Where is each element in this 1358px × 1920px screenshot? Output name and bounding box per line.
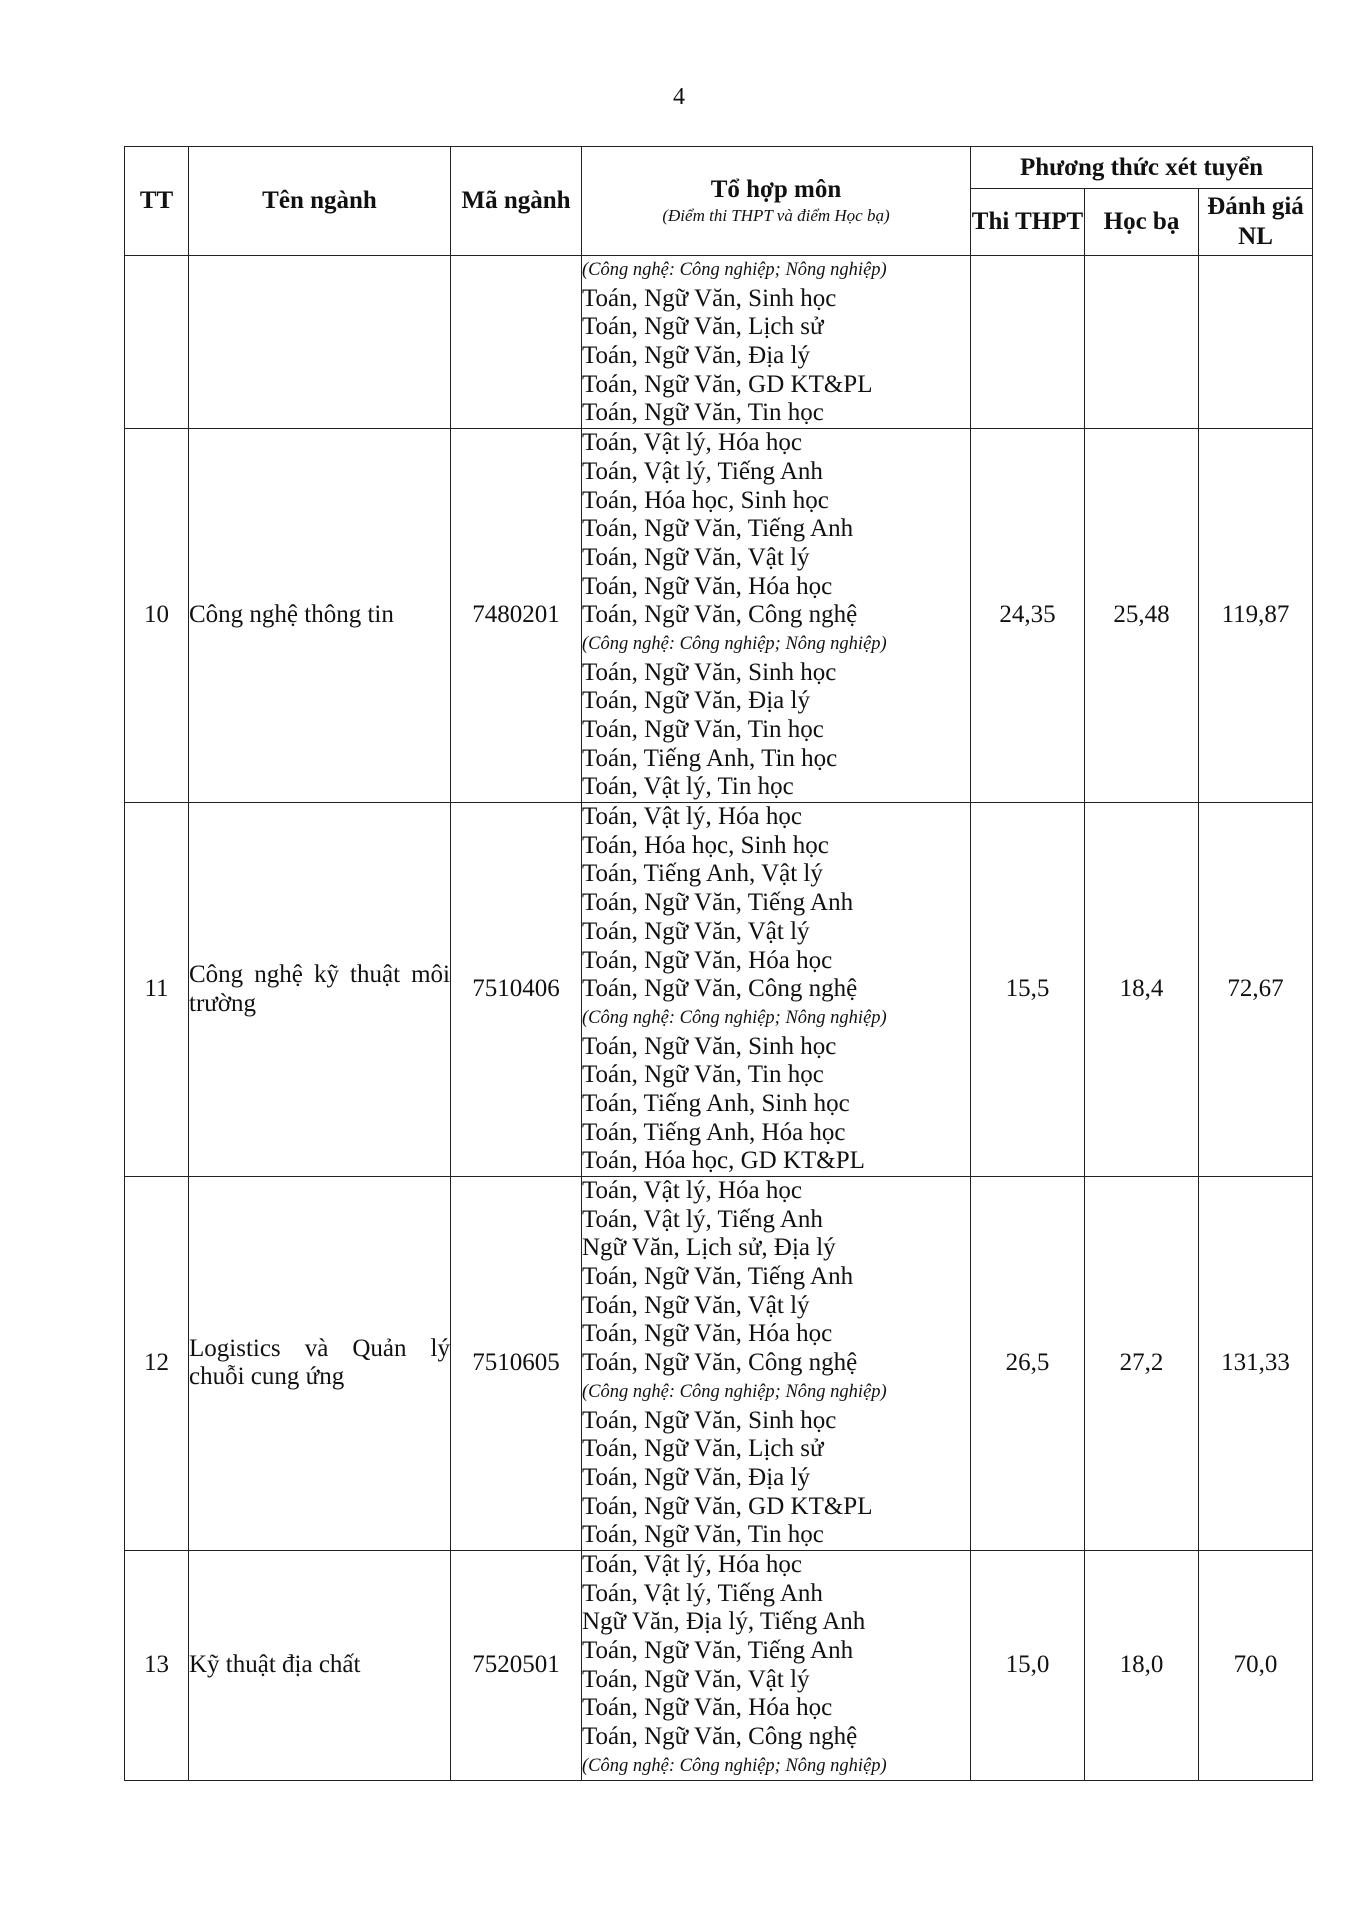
- table-row: [125, 1550, 1313, 1781]
- row-score-thpt: 26,5: [971, 1177, 1085, 1551]
- combo-item: Toán, Ngữ Văn, Sinh học: [582, 1032, 837, 1060]
- combo-item: Toán, Hóa học, GD KT&PL: [582, 1147, 865, 1175]
- combo-item: Toán, Vật lý, Hóa học: [582, 803, 802, 831]
- combo-item: Toán, Ngữ Văn, Công nghệ: [582, 1349, 858, 1377]
- table-row: [125, 256, 1313, 429]
- combo-item: Toán, Ngữ Văn, Tin học: [582, 716, 824, 743]
- header-methods: Phương thức xét tuyển: [971, 147, 1313, 189]
- row-major-name: Kỹ thuật địa chất: [189, 1550, 451, 1781]
- row-score-thpt: 15,0: [971, 1550, 1085, 1781]
- row-score-thpt: 24,35: [971, 429, 1085, 803]
- combo-item: Toán, Ngữ Văn, Tin học: [582, 1061, 824, 1089]
- row-major-code: 7510605: [451, 1177, 582, 1551]
- combo-note: (Công nghệ: Công nghiệp; Nông nghiệp): [582, 1755, 887, 1776]
- combo-item: Toán, Ngữ Văn, Công nghệ: [582, 1723, 858, 1751]
- header-name: Tên ngành: [189, 147, 451, 256]
- row-score-dgnl: 72,67: [1199, 803, 1313, 1177]
- combo-item: Toán, Hóa học, Sinh học: [582, 831, 829, 859]
- page-number: 4: [673, 84, 685, 110]
- combo-item: Toán, Ngữ Văn, Lịch sử: [582, 1435, 824, 1463]
- combo-item: Toán, Ngữ Văn, Hóa học: [582, 572, 833, 600]
- combo-item: Toán, Hóa học, Sinh học: [582, 486, 829, 514]
- table-row: [125, 429, 1313, 803]
- combo-item: Toán, Ngữ Văn, Tin học: [582, 1521, 824, 1549]
- row-major-code: [451, 256, 582, 429]
- row-score-dgnl: [1199, 256, 1313, 429]
- row-tt: 11: [125, 803, 189, 1177]
- row-score-hocba: 18,0: [1085, 1550, 1199, 1781]
- table-row: [125, 1177, 1313, 1551]
- combo-item: Toán, Ngữ Văn, Sinh học: [582, 658, 837, 686]
- header-tt: TT: [125, 147, 189, 256]
- combo-item: Toán, Ngữ Văn, Vật lý: [582, 543, 810, 571]
- combo-item: Toán, Tiếng Anh, Hóa học: [582, 1118, 846, 1146]
- combo-note: (Công nghệ: Công nghiệp; Nông nghiệp): [582, 1381, 887, 1402]
- row-score-dgnl: 119,87: [1199, 429, 1313, 803]
- row-score-dgnl: 70,0: [1199, 1550, 1313, 1781]
- combo-item: Toán, Ngữ Văn, GD KT&PL: [582, 370, 873, 398]
- combo-item: Toán, Ngữ Văn, Tiếng Anh: [582, 889, 854, 917]
- combo-item: Toán, Ngữ Văn, Sinh học: [582, 1406, 837, 1434]
- combo-item: Toán, Ngữ Văn, Sinh học: [582, 284, 837, 312]
- row-subject-combinations: [582, 1550, 971, 1781]
- combo-item: Toán, Ngữ Văn, Hóa học: [582, 1694, 833, 1722]
- row-major-name: Logistics và Quản lý chuỗi cung ứng: [189, 1177, 451, 1551]
- row-major-name: Công nghệ thông tin: [189, 429, 451, 803]
- combo-item: Toán, Ngữ Văn, Vật lý: [582, 917, 810, 945]
- combo-item: Toán, Vật lý, Tin học: [582, 773, 794, 801]
- combo-item: Toán, Vật lý, Tiếng Anh: [582, 1579, 823, 1607]
- row-subject-combinations: [582, 803, 971, 1177]
- combo-item: Toán, Ngữ Văn, Lịch sử: [582, 313, 824, 341]
- row-major-code: 7510406: [451, 803, 582, 1177]
- header-hocba: Học bạ: [1085, 189, 1199, 256]
- combo-item: Toán, Ngữ Văn, Công nghệ: [582, 601, 858, 629]
- row-subject-combinations: [582, 429, 971, 803]
- header-code: Mã ngành: [451, 147, 582, 256]
- combo-item: Toán, Tiếng Anh, Sinh học: [582, 1089, 850, 1117]
- admission-table: [124, 146, 1313, 1781]
- row-tt: 13: [125, 1550, 189, 1781]
- table-row: [125, 803, 1313, 1177]
- row-tt: [125, 256, 189, 429]
- combo-note: (Công nghệ: Công nghiệp; Nông nghiệp): [582, 633, 887, 654]
- row-major-code: 7480201: [451, 429, 582, 803]
- combo-item: Toán, Ngữ Văn, Địa lý: [582, 1463, 810, 1491]
- row-score-thpt: [971, 256, 1085, 429]
- combo-item: Toán, Vật lý, Hóa học: [582, 1550, 802, 1578]
- combo-item: Toán, Ngữ Văn, Vật lý: [582, 1291, 810, 1319]
- row-tt: 10: [125, 429, 189, 803]
- row-major-name: Công nghệ kỹ thuật môi trường: [189, 803, 451, 1177]
- row-score-thpt: 15,5: [971, 803, 1085, 1177]
- header-combo: [582, 147, 971, 256]
- row-major-name: [189, 256, 451, 429]
- combo-item: Toán, Ngữ Văn, Hóa học: [582, 946, 833, 974]
- combo-item: Toán, Ngữ Văn, Địa lý: [582, 687, 810, 715]
- combo-note: (Công nghệ: Công nghiệp; Nông nghiệp): [582, 1007, 887, 1028]
- row-subject-combinations: [582, 1177, 971, 1551]
- combo-item: Toán, Ngữ Văn, Công nghệ: [582, 975, 858, 1003]
- header-dgnl: Đánh giá NL: [1199, 189, 1313, 256]
- combo-item: Toán, Ngữ Văn, Vật lý: [582, 1665, 810, 1693]
- row-score-hocba: 27,2: [1085, 1177, 1199, 1551]
- row-major-code: 7520501: [451, 1550, 582, 1781]
- combo-item: Ngữ Văn, Địa lý, Tiếng Anh: [582, 1608, 866, 1636]
- combo-item: Toán, Vật lý, Hóa học: [582, 1177, 802, 1204]
- combo-item: Toán, Vật lý, Hóa học: [582, 429, 802, 457]
- row-score-dgnl: 131,33: [1199, 1177, 1313, 1551]
- combo-item: Ngữ Văn, Lịch sử, Địa lý: [582, 1234, 836, 1262]
- row-subject-combinations: [582, 256, 971, 429]
- combo-note: (Công nghệ: Công nghiệp; Nông nghiệp): [582, 260, 887, 280]
- combo-item: Toán, Ngữ Văn, GD KT&PL: [582, 1492, 873, 1520]
- combo-item: Toán, Ngữ Văn, Tiếng Anh: [582, 1637, 854, 1664]
- combo-item: Toán, Ngữ Văn, Hóa học: [582, 1320, 833, 1348]
- row-score-hocba: 18,4: [1085, 803, 1199, 1177]
- row-score-hocba: [1085, 256, 1199, 429]
- table-body: [125, 256, 1313, 1781]
- combo-item: Toán, Ngữ Văn, Tin học: [582, 399, 824, 427]
- header-thpt: Thi THPT: [971, 189, 1085, 256]
- table-header: [125, 147, 1313, 256]
- header-combo-label: Tổ hợp môn: [710, 176, 842, 203]
- combo-item: Toán, Tiếng Anh, Vật lý: [582, 860, 823, 888]
- combo-item: Toán, Ngữ Văn, Tiếng Anh: [582, 515, 854, 543]
- header-combo-note: (Điểm thi THPT và điểm Học bạ): [662, 206, 890, 225]
- row-tt: 12: [125, 1177, 189, 1551]
- combo-item: Toán, Tiếng Anh, Tin học: [582, 744, 838, 772]
- combo-item: Toán, Ngữ Văn, Địa lý: [582, 342, 810, 370]
- combo-item: Toán, Vật lý, Tiếng Anh: [582, 1205, 823, 1233]
- row-score-hocba: 25,48: [1085, 429, 1199, 803]
- combo-item: Toán, Ngữ Văn, Tiếng Anh: [582, 1263, 854, 1291]
- combo-item: Toán, Vật lý, Tiếng Anh: [582, 457, 823, 485]
